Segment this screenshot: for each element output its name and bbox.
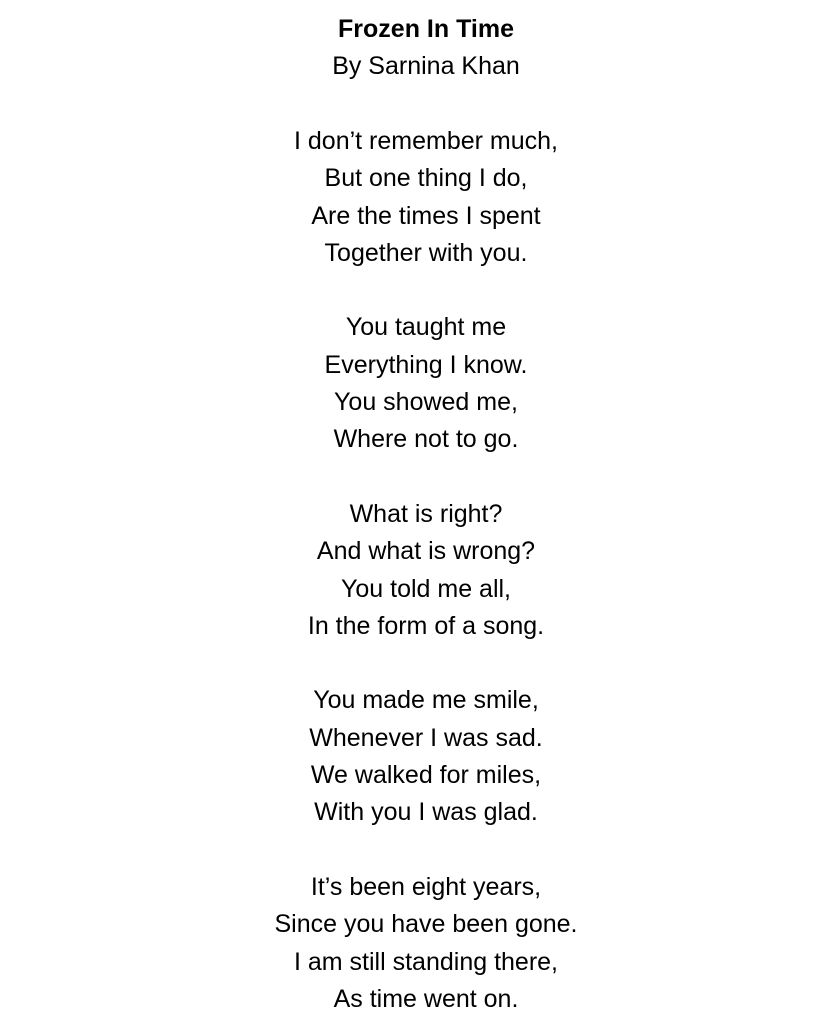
poem-line: As time went on. [333,984,519,1013]
poem-title: Frozen In Time [338,15,514,43]
stanza-1 [0,123,824,272]
poem-line: I am still standing there, [293,947,558,976]
poem-header [0,11,824,86]
poem-line: Where not to go. [333,425,519,454]
poem-line: You taught me [345,313,507,342]
poem-line: You made me smile, [313,686,539,715]
poem-line: Are the times I spent [311,201,541,230]
poem-line: Everything I know. [324,350,528,379]
poem-line: You told me all, [340,574,512,603]
poem-line: Together with you. [324,238,528,267]
stanza-2 [0,309,824,458]
poem-line: Whenever I was sad. [309,723,543,752]
poem-line: What is right? [349,499,503,528]
poem-body [0,123,824,1018]
poem-line: We walked for miles, [310,761,542,790]
poem-line: In the form of a song. [307,611,545,640]
poem-line: And what is wrong? [316,537,536,566]
poem-line: I don’t remember much, [294,127,558,155]
stanza-3 [0,496,824,645]
poem-line: But one thing I do, [324,164,528,193]
poem-line: Since you have been gone. [274,910,578,939]
poem-author: By Sarnina Khan [332,52,520,81]
poem-line: It’s been eight years, [310,872,542,901]
stanza-5 [0,869,824,1018]
stanza-4 [0,682,824,831]
poem-line: With you I was glad. [314,798,538,827]
poem-line: You showed me, [334,388,518,417]
